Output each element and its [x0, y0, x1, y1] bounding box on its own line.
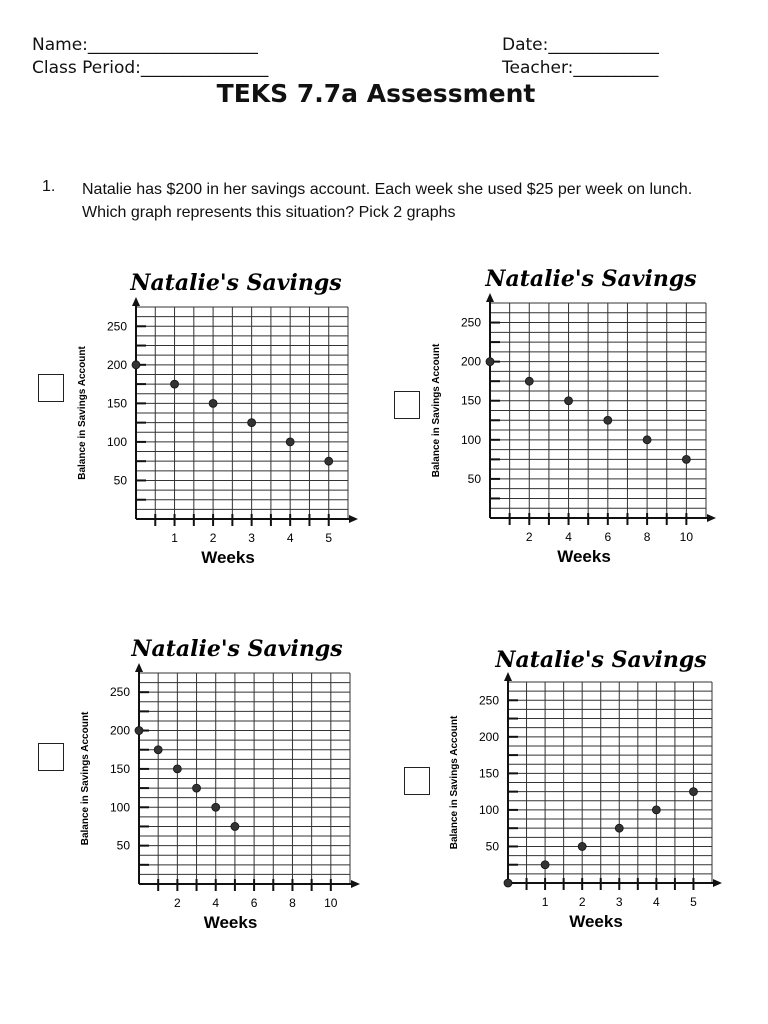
x-axis-title: Weeks	[201, 548, 255, 567]
x-tick-label: 5	[325, 531, 333, 545]
x-axis-arrow	[349, 515, 358, 523]
data-point	[486, 358, 494, 366]
class-period-field-label: Class Period:_______________	[32, 58, 269, 78]
data-point	[504, 879, 512, 887]
y-tick-label: 150	[106, 396, 127, 411]
data-point	[248, 419, 256, 427]
x-axis-title: Weeks	[203, 913, 258, 932]
data-point	[193, 784, 201, 792]
chart-natalie-savings-3	[80, 636, 360, 932]
y-axis-arrow	[486, 293, 494, 302]
chart-natalie-savings-1	[77, 270, 358, 567]
data-point	[643, 436, 651, 444]
chart-title: Natalie's Savings	[485, 266, 697, 292]
data-point	[154, 746, 162, 754]
x-axis-title: Weeks	[557, 547, 611, 566]
x-tick-label: 6	[604, 530, 612, 544]
data-point	[286, 438, 294, 446]
y-axis-title: Balance in Savings Account	[80, 711, 91, 846]
x-tick-label: 10	[324, 896, 338, 910]
y-tick-label: 50	[116, 838, 130, 853]
y-tick-label: 250	[460, 315, 481, 330]
y-axis-title: Balance in Savings Account	[449, 715, 460, 850]
chart-natalie-savings-4	[449, 647, 722, 931]
data-point	[541, 861, 549, 869]
date-field-label: Date:_____________	[502, 35, 659, 55]
chart-title: Natalie's Savings	[495, 647, 707, 673]
x-tick-label: 8	[643, 530, 651, 544]
y-tick-label: 150	[478, 766, 499, 781]
y-tick-label: 200	[109, 723, 130, 738]
x-tick-label: 1	[171, 531, 178, 545]
data-point	[135, 727, 143, 735]
x-tick-label: 8	[289, 896, 296, 910]
x-tick-label: 2	[525, 530, 533, 544]
y-tick-label: 50	[485, 839, 499, 854]
y-axis-title: Balance in Savings Account	[77, 346, 88, 480]
data-point	[209, 399, 217, 407]
data-point	[325, 457, 333, 465]
data-point	[604, 416, 612, 424]
data-point	[578, 842, 586, 850]
y-tick-label: 100	[109, 800, 130, 815]
x-tick-label: 2	[174, 896, 181, 910]
name-field-label: Name:____________________	[32, 35, 258, 55]
chart-title: Natalie's Savings	[130, 270, 342, 296]
y-tick-label: 200	[460, 354, 481, 369]
data-point	[173, 765, 181, 773]
y-tick-label: 150	[109, 761, 130, 776]
x-tick-label: 2	[209, 531, 217, 545]
y-tick-label: 250	[478, 693, 499, 708]
x-tick-label: 1	[541, 895, 549, 909]
y-axis-arrow	[132, 297, 140, 306]
data-point	[652, 806, 660, 814]
y-tick-label: 50	[113, 473, 127, 488]
y-tick-label: 100	[460, 432, 481, 447]
chart-natalie-savings-2	[431, 266, 716, 566]
y-axis-arrow	[504, 672, 512, 681]
x-axis-title: Weeks	[569, 912, 623, 931]
x-tick-label: 4	[653, 895, 660, 909]
x-tick-label: 2	[578, 895, 586, 909]
data-point	[615, 824, 623, 832]
x-axis-arrow	[713, 879, 722, 887]
y-tick-label: 100	[478, 802, 499, 817]
x-tick-label: 5	[690, 895, 697, 909]
chart-title: Natalie's Savings	[131, 636, 343, 662]
y-tick-label: 250	[109, 685, 130, 700]
x-axis-arrow	[707, 514, 716, 522]
question-number: 1.	[42, 178, 56, 195]
x-tick-label: 4	[212, 896, 220, 910]
y-axis-arrow	[135, 663, 143, 672]
data-point	[212, 803, 220, 811]
y-tick-label: 100	[106, 434, 127, 449]
data-point	[689, 788, 697, 796]
y-tick-label: 200	[106, 357, 127, 372]
x-tick-label: 3	[615, 895, 623, 909]
y-axis-title: Balance in Savings Account	[431, 343, 442, 478]
x-tick-label: 4	[286, 531, 294, 545]
x-tick-label: 6	[250, 896, 258, 910]
y-tick-label: 200	[478, 729, 499, 744]
question-text: Natalie has $200 in her savings account. Each week she used $25 per week on lunch. Which graph represents this situation? Pick 2 graphs	[82, 181, 693, 221]
data-point	[171, 380, 179, 388]
y-tick-label: 50	[467, 471, 481, 486]
y-tick-label: 150	[460, 393, 481, 408]
x-tick-label: 3	[248, 531, 255, 545]
x-tick-label: 4	[565, 530, 572, 544]
data-point	[525, 377, 533, 385]
x-tick-label: 10	[679, 530, 694, 544]
data-point	[132, 361, 140, 369]
teacher-field-label: Teacher:__________	[502, 58, 659, 78]
data-point	[231, 822, 239, 830]
page-title: TEKS 7.7a Assessment	[216, 79, 536, 108]
x-axis-arrow	[351, 880, 360, 888]
data-point	[565, 397, 573, 405]
data-point	[682, 455, 690, 463]
y-tick-label: 250	[106, 319, 127, 334]
